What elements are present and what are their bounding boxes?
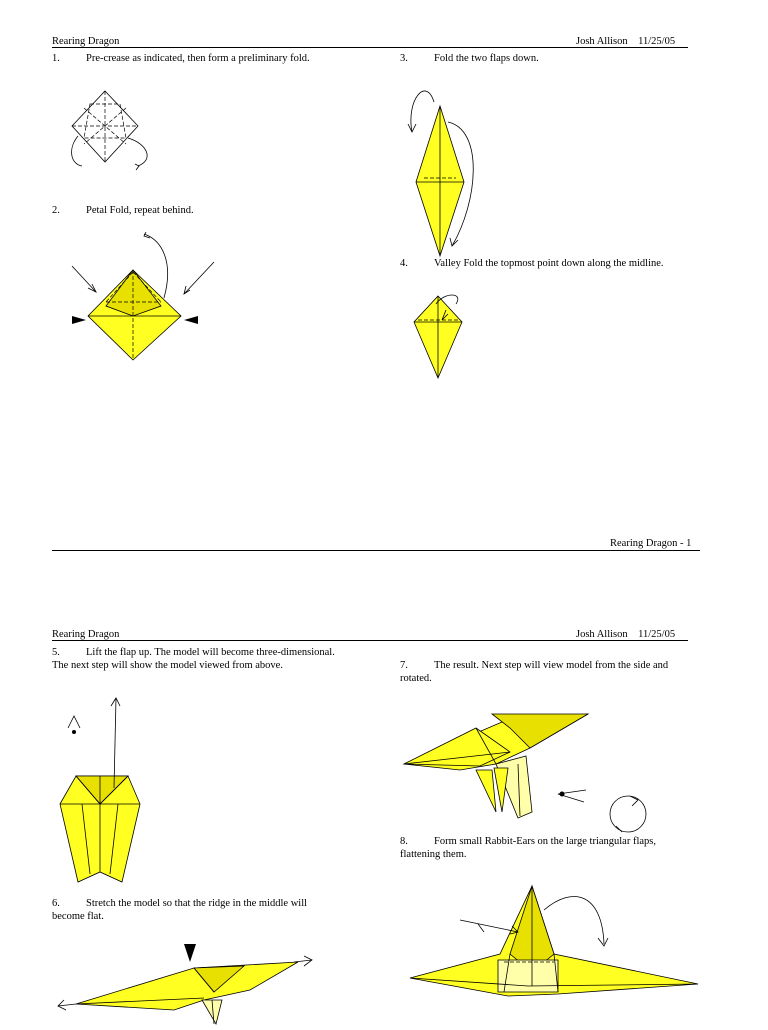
- step-2-text: Petal Fold, repeat behind.: [86, 205, 194, 216]
- step-4-number: 4.: [400, 258, 408, 269]
- step-6-number: 6.: [52, 898, 60, 909]
- step-1-number: 1.: [52, 53, 60, 64]
- page-2-header-title: Rearing Dragon: [52, 629, 120, 640]
- step-7-text-line-1: The result. Next step will view model from the side and: [434, 660, 669, 671]
- page-2-header-author-date: Josh Allison 11/25/05: [576, 629, 676, 640]
- step-3-number: 3.: [400, 53, 408, 64]
- step-7-caption: [400, 660, 668, 685]
- step-4-caption: [400, 258, 664, 271]
- page-1-header-author-date: Josh Allison 11/25/05: [576, 36, 676, 47]
- page-1-footer-rule: [52, 550, 700, 551]
- step-8-diagram: [408, 880, 708, 1024]
- step-6-diagram: [54, 940, 324, 1030]
- step-3-diagram: [404, 82, 494, 262]
- step-8-text-line-2: flattening them.: [400, 848, 467, 860]
- step-2-number: 2.: [52, 205, 60, 216]
- step-8-caption: [400, 836, 656, 861]
- step-3-text: Fold the two flaps down.: [434, 53, 539, 64]
- step-7-number: 7.: [400, 660, 408, 671]
- page-1-header-rule: [52, 47, 688, 48]
- step-6-text-line-2: become flat.: [52, 910, 104, 922]
- step-8-text-line-1: Form small Rabbit-Ears on the large triangular flaps,: [434, 836, 657, 847]
- page-1-header-title: Rearing Dragon: [52, 36, 120, 47]
- step-2-diagram: [66, 232, 226, 372]
- step-4-diagram: [410, 290, 480, 385]
- step-1-diagram: [68, 86, 168, 176]
- page-2-header-rule: [52, 640, 688, 641]
- step-5-text-line-2: The next step will show the model viewed from above.: [52, 659, 283, 671]
- step-3-caption: [400, 53, 539, 66]
- step-4-text: Valley Fold the topmost point down along the midline.: [434, 258, 664, 269]
- step-5-text-line-1: Lift the flap up. The model will become three-dimensional.: [86, 647, 335, 658]
- step-6-caption: [52, 898, 307, 923]
- step-5-diagram: [56, 694, 156, 884]
- step-8-number: 8.: [400, 836, 408, 847]
- step-1-caption: [52, 53, 310, 66]
- step-7-diagram: [400, 708, 670, 838]
- step-6-text-line-1: Stretch the model so that the ridge in the middle will: [86, 898, 308, 909]
- page-1-footer: Rearing Dragon - 1: [610, 538, 692, 549]
- step-5-number: 5.: [52, 647, 60, 658]
- step-1-text: Pre-crease as indicated, then form a preliminary fold.: [86, 53, 310, 64]
- step-7-text-line-2: rotated.: [400, 672, 432, 684]
- step-5-caption: [52, 647, 335, 672]
- step-2-caption: [52, 205, 194, 218]
